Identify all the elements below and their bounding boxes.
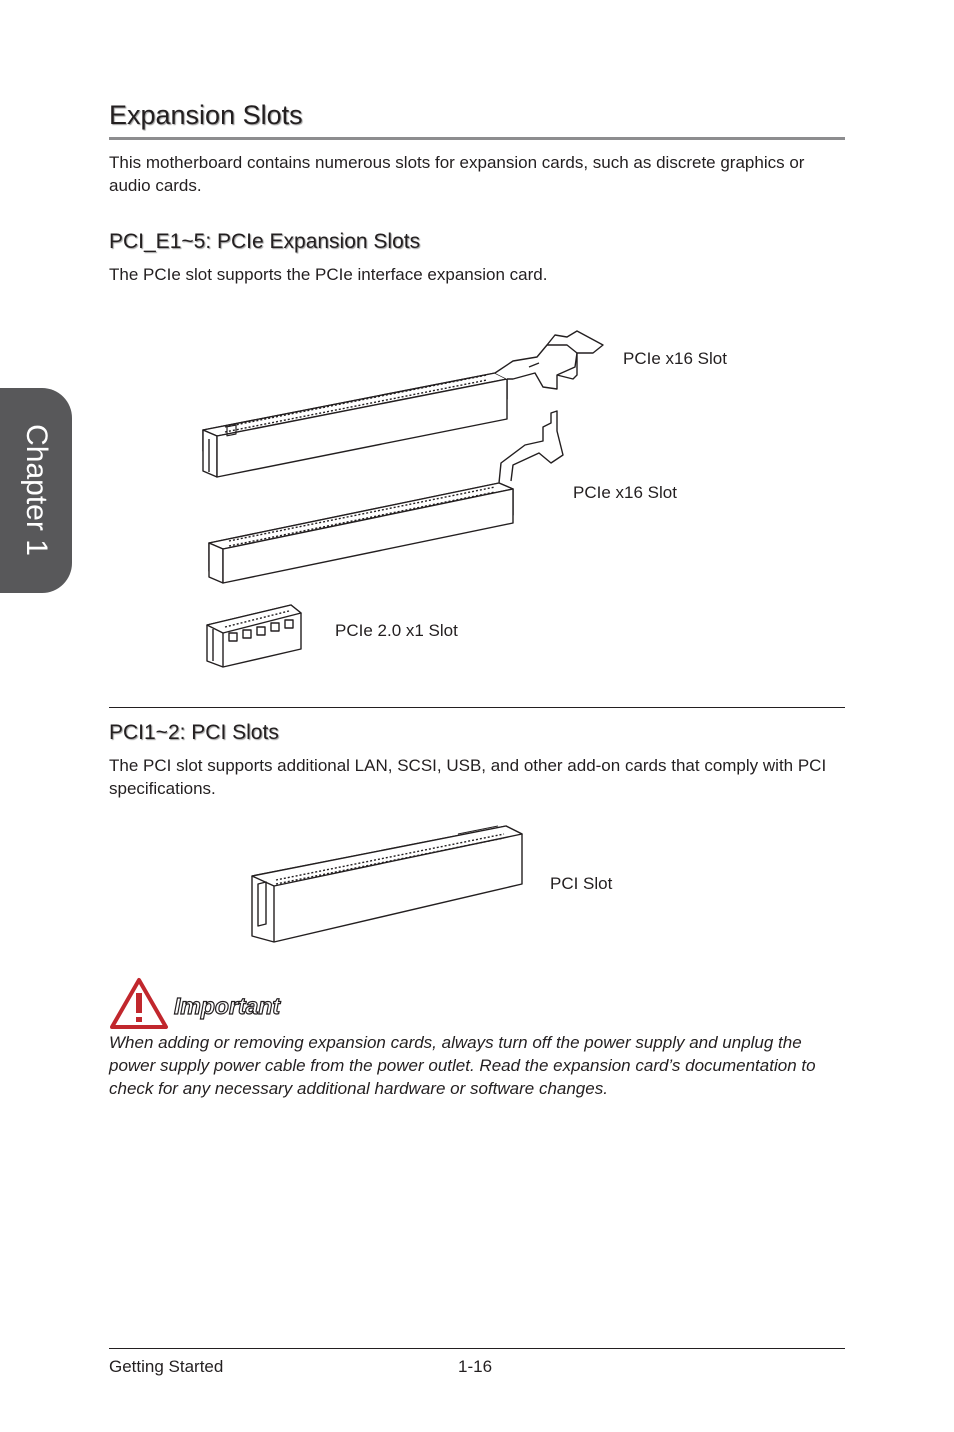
- pci-slot-illustration: [248, 818, 528, 948]
- pcie-x1-slot-label: PCIe 2.0 x1 Slot: [335, 621, 458, 640]
- title-rule: [109, 137, 845, 140]
- section-intro: This motherboard contains numerous slots for expansion cards, such as discrete graphics or audio cards.: [109, 153, 805, 195]
- footer-rule: [109, 1348, 845, 1349]
- pci-slot-label: PCI Slot: [550, 874, 613, 893]
- pci-description: The PCI slot supports additional LAN, SCSI, USB, and other add-on cards that comply with PCI specifications.: [109, 756, 827, 798]
- pci-heading: PCI1~2: PCI Slots: [109, 721, 279, 744]
- section-divider: [109, 707, 845, 708]
- important-title: Important: [174, 993, 281, 1019]
- pcie-x16-slot-1: [203, 331, 603, 477]
- warning-icon: [109, 977, 169, 1031]
- chapter-tab-label: Chapter 1: [20, 424, 53, 556]
- chapter-tab: [0, 388, 72, 593]
- pcie-x16-slot-2-label: PCIe x16 Slot: [573, 483, 677, 502]
- pcie-description: The PCIe slot supports the PCIe interface expansion card.: [109, 265, 548, 284]
- section-title: Expansion Slots: [109, 100, 303, 130]
- important-text: When adding or removing expansion cards, always turn off the power supply and unplug the power supply power cable from the power outlet. Read the expansion card’s documentation to check for any necessary additional hardware or software changes.: [109, 1033, 816, 1098]
- page-number: 1-16: [458, 1357, 493, 1376]
- pcie-heading: PCI_E1~5: PCIe Expansion Slots: [109, 230, 421, 253]
- footer-section: Getting Started: [109, 1357, 224, 1376]
- pcie-x1-slot: [207, 605, 301, 667]
- pcie-x16-slot-1-label: PCIe x16 Slot: [623, 349, 727, 368]
